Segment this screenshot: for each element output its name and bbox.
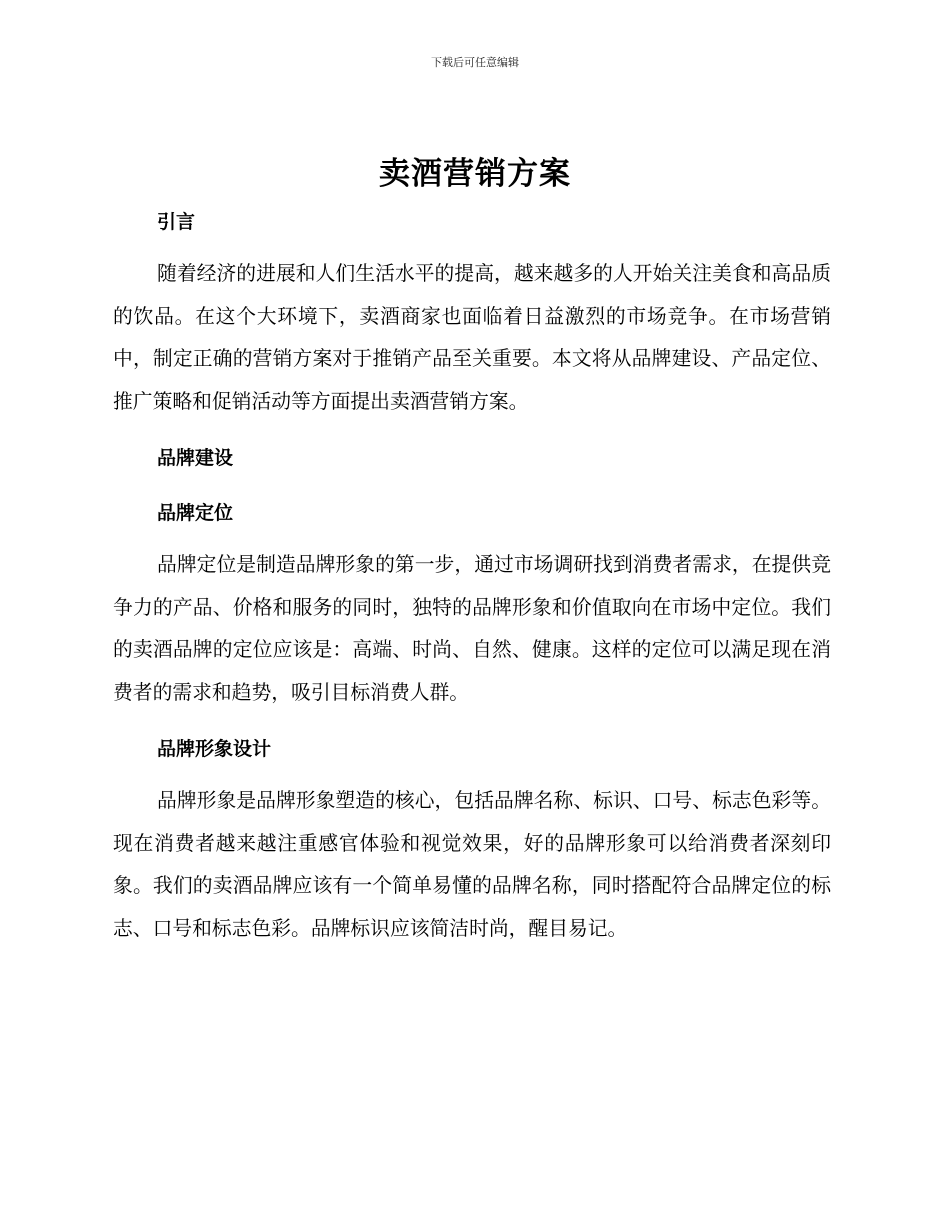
section-heading-brand-building: 品牌建设 [157, 447, 234, 469]
section-heading-intro: 引言 [157, 211, 196, 233]
section-paragraph-brand-positioning: 品牌定位是制造品牌形象的第一步，通过市场调研找到消费者需求，在提供竞争力的产品、价格和服务的同时，独特的品牌形象和价值取向在市场中定位。我们的卖酒品牌的定位应该是：高端、时尚、自然、健康。这样的定位可以满足现在消费者的需求和趋势，吸引目标消费人群。 [113, 553, 831, 704]
header-note: 下载后可任意编辑 [431, 56, 519, 69]
document-title: 卖酒营销方案 [379, 156, 571, 192]
section-paragraph-intro: 随着经济的进展和人们生活水平的提高，越来越多的人开始关注美食和高品质的饮品。在这个大环境下，卖酒商家也面临着日益激烈的市场竞争。在市场营销中，制定正确的营销方案对于推销产品至关重要。本文将从品牌建设、产品定位、推广策略和促销活动等方面提出卖酒营销方案。 [113, 262, 831, 413]
section-heading-brand-positioning: 品牌定位 [157, 502, 234, 524]
section-heading-brand-image-design: 品牌形象设计 [157, 738, 272, 760]
section-paragraph-brand-image-design: 品牌形象是品牌形象塑造的核心，包括品牌名称、标识、口号、标志色彩等。现在消费者越来越注重感官体验和视觉效果，好的品牌形象可以给消费者深刻印象。我们的卖酒品牌应该有一个简单易懂的品牌名称，同时搭配符合品牌定位的标志、口号和标志色彩。品牌标识应该简洁时尚，醒目易记。 [113, 789, 831, 940]
